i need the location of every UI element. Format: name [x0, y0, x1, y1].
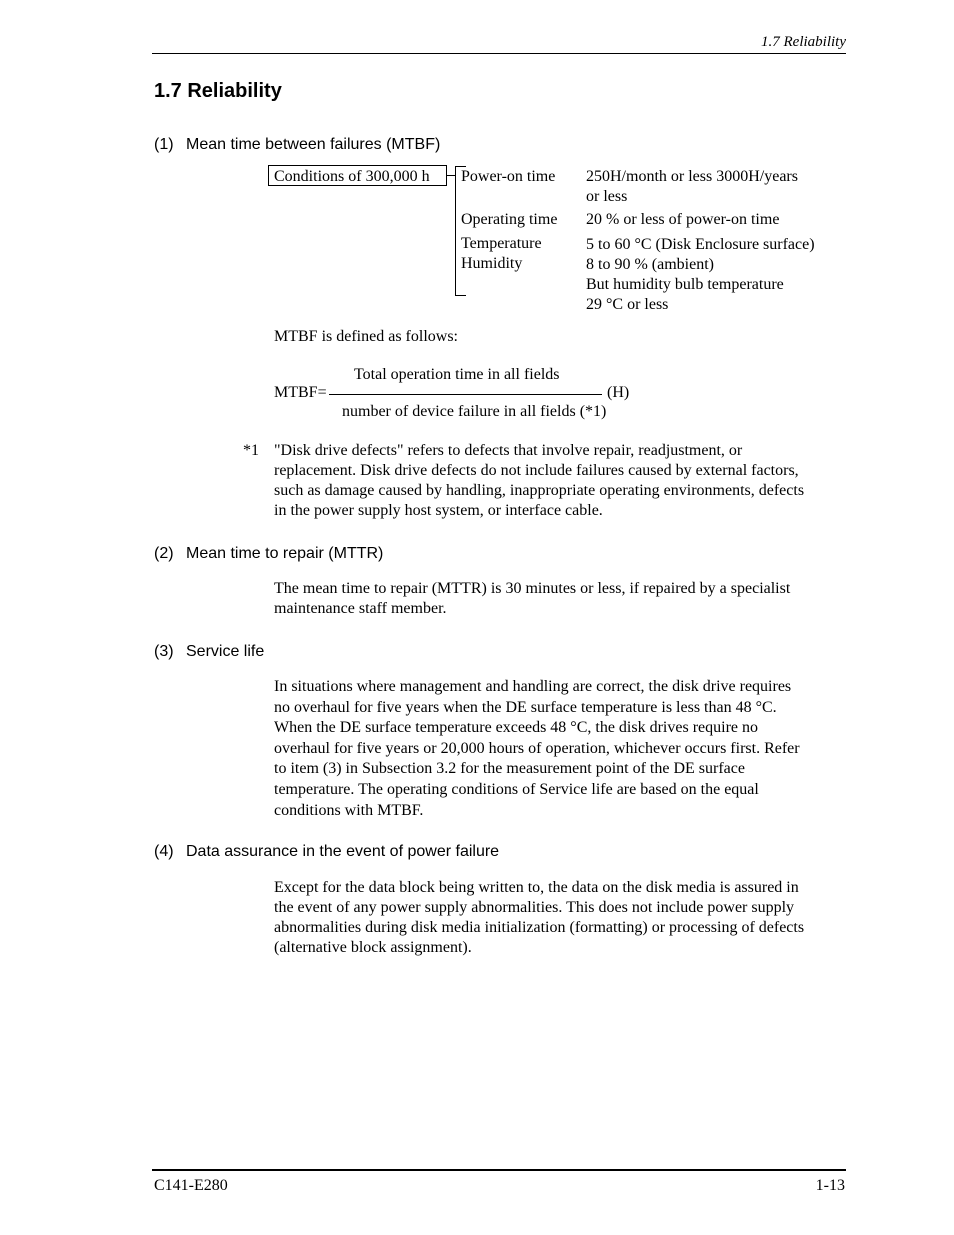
item-title: Mean time between failures (MTBF)	[186, 136, 441, 153]
condition-value: 5 to 60 °C (Disk Enclosure surface) 8 to 90 % (ambient) But humidity bulb temperature 29 °C or less	[586, 236, 815, 313]
item-number: (4)	[154, 843, 174, 860]
condition-name: Power-on time	[461, 168, 556, 185]
item-4-heading	[154, 843, 499, 861]
footer-doc-id: C141-E280	[154, 1177, 228, 1194]
data-assurance-paragraph: Except for the data block being written to, the data on the disk media is assured in the event of any power supply abnormalities. This does not include power supply abnormalities during disk media initialization (formatting) or processing of defects (alternative block assignment).	[274, 879, 805, 956]
formula-lhs: MTBF=	[274, 384, 327, 401]
formula-unit: (H)	[607, 384, 630, 401]
header-rule	[152, 53, 846, 54]
item-number: (2)	[154, 545, 174, 562]
condition-name: Operating time	[461, 211, 558, 228]
section-title: 1.7 Reliability	[154, 80, 282, 102]
condition-value: 20 % or less of power-on time	[586, 211, 780, 228]
item-title: Service life	[186, 643, 265, 660]
item-number: (1)	[154, 136, 174, 153]
condition-name: Temperature Humidity	[461, 235, 542, 272]
item-1-heading	[154, 136, 440, 154]
mtbf-defined-text: MTBF is defined as follows:	[274, 328, 458, 345]
service-life-paragraph: In situations where management and handling are correct, the disk drive requires no overhaul for five years when the DE surface temperature is less than 48 °C. When the DE surface temperature exceeds 48 °C, the disk drives require no overhaul for five years or 20,000 hours of operation, whichever occurs first. Refer to item (3) in Subsection 3.2 for the measurement point of the DE surface temperature. The operating conditions of Service life are based on the equal conditions with MTBF.	[274, 678, 800, 819]
running-header: 1.7 Reliability	[761, 34, 846, 50]
item-title: Data assurance in the event of power failure	[186, 843, 500, 860]
footnote-text: "Disk drive defects" refers to defects that involve repair, readjustment, or replacement. Disk drive defects do not include failures caused by external factors, such as damage caused by handling, inappropriate operating environments, defects in the power supply host system, or interface cable.	[274, 442, 805, 519]
footer-page-number: 1-13	[815, 1177, 845, 1194]
conditions-box: Conditions of 300,000 h	[268, 165, 447, 186]
formula-fraction-line	[329, 394, 602, 395]
mttr-paragraph: The mean time to repair (MTTR) is 30 minutes or less, if repaired by a specialist maintenance staff member.	[274, 580, 791, 617]
footer-rule	[152, 1169, 846, 1171]
conditions-connector	[447, 175, 455, 176]
formula-numerator: Total operation time in all fields	[354, 366, 560, 383]
item-3-heading	[154, 643, 264, 661]
formula-denominator: number of device failure in all fields (*1)	[342, 403, 607, 420]
item-number: (3)	[154, 643, 174, 660]
condition-value: 250H/month or less 3000H/years or less	[586, 168, 798, 205]
footnote-mark: *1	[243, 442, 259, 459]
item-2-heading	[154, 545, 383, 563]
item-title: Mean time to repair (MTTR)	[186, 545, 384, 562]
